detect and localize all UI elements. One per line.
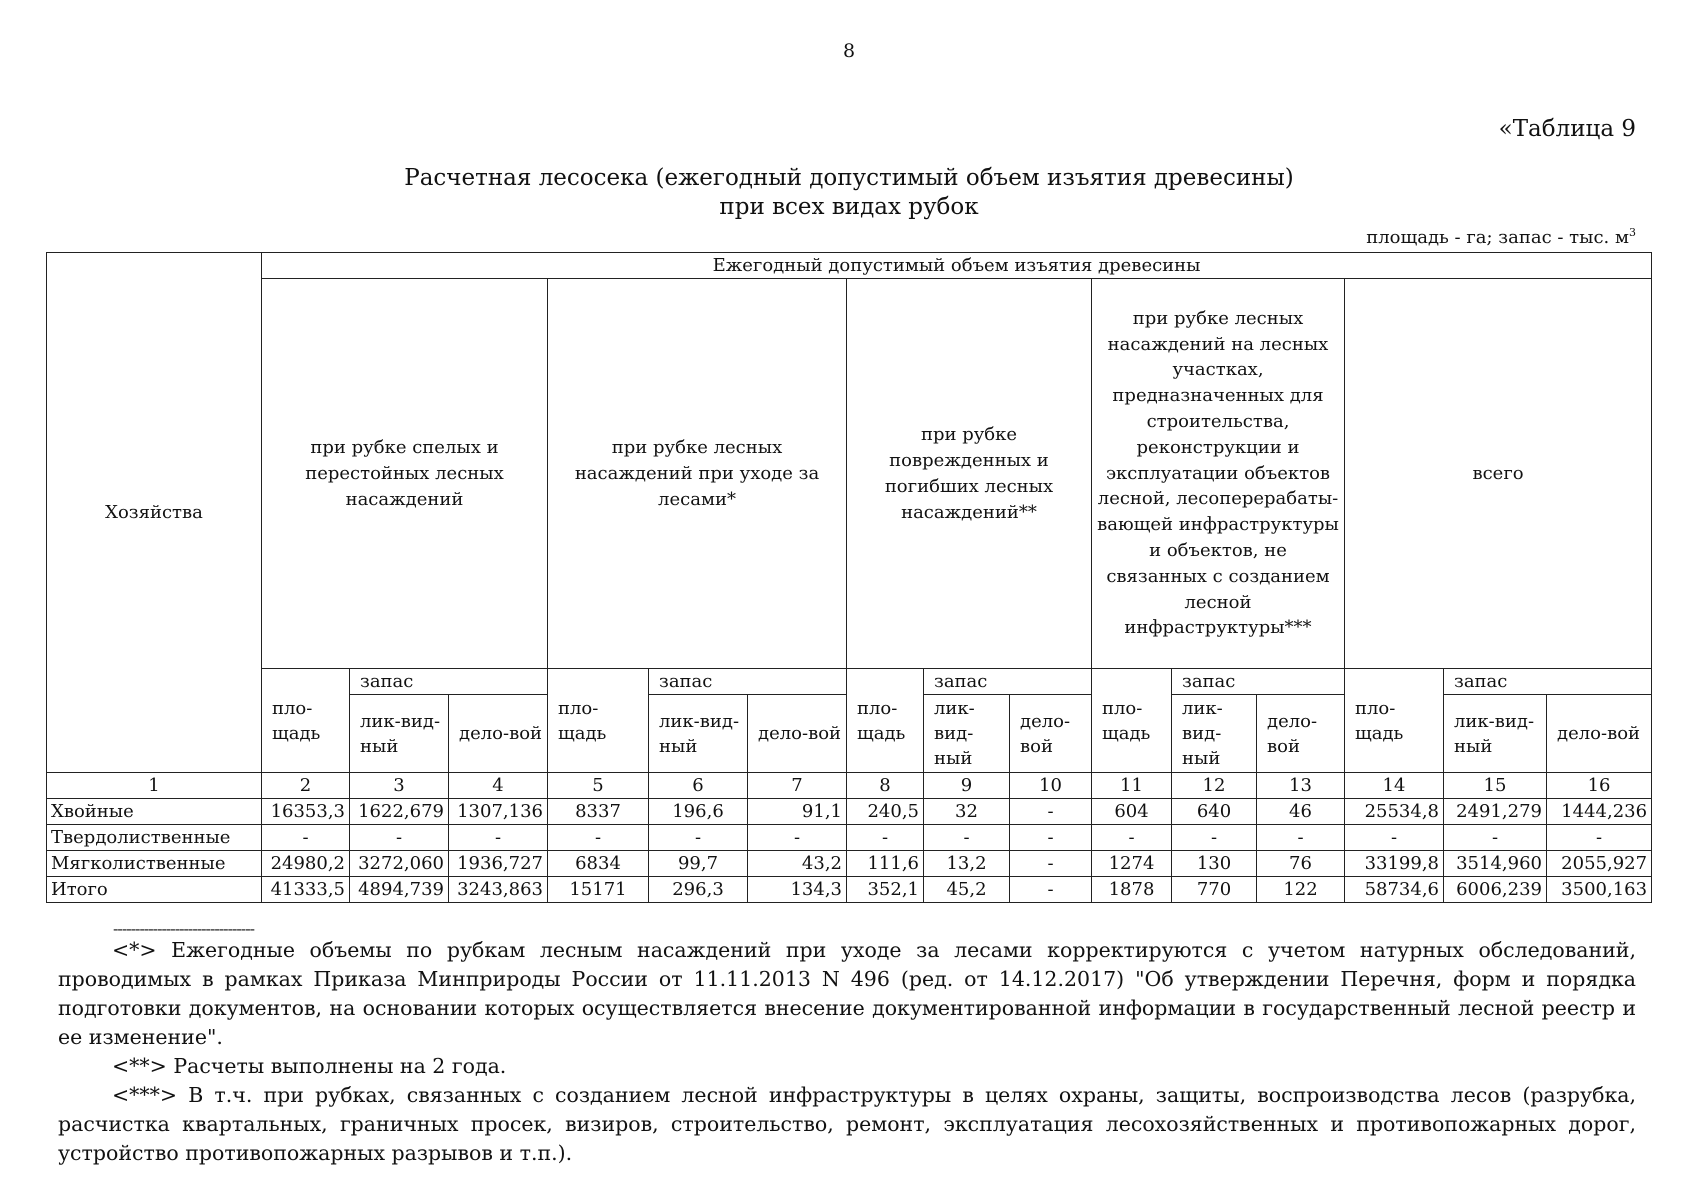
table-row xyxy=(47,825,1652,851)
header-group-total: всего xyxy=(1345,279,1652,669)
header-row-3 xyxy=(47,669,1652,695)
header-stock: запас xyxy=(350,669,548,695)
table-cell: - xyxy=(548,825,649,851)
column-number: 2 xyxy=(262,773,350,799)
footnote-divider: -------------------------------- xyxy=(113,919,254,938)
table-cell: 111,6 xyxy=(847,851,924,877)
table-cell: 1274 xyxy=(1092,851,1172,877)
table-cell: 41333,5 xyxy=(262,877,350,903)
column-number: 5 xyxy=(548,773,649,799)
table-cell: - xyxy=(1547,825,1652,851)
column-number: 8 xyxy=(847,773,924,799)
header-area: пло-щадь xyxy=(548,669,649,773)
table-cell: - xyxy=(748,825,847,851)
table-cell: 2055,927 xyxy=(1547,851,1652,877)
column-number: 3 xyxy=(350,773,449,799)
table-cell: 3272,060 xyxy=(350,851,449,877)
table-row xyxy=(47,877,1652,903)
header-row-2 xyxy=(47,279,1652,669)
units-note xyxy=(1366,226,1636,248)
row-name: Хвойные xyxy=(47,799,262,825)
table-cell: 99,7 xyxy=(649,851,748,877)
table-cell: 640 xyxy=(1172,799,1257,825)
header-group-care: при рубке лесных насаждений при уходе за лесами* xyxy=(548,279,847,669)
column-number: 7 xyxy=(748,773,847,799)
header-group-infrastructure: при рубке лесных насаждений на лесных участках, предназначенных для строительства, реконструкции и эксплуатации объектов лесной, лесоперерабаты-вающей инфраструктуры и объектов, не связанных с созданием лесной инфраструктуры*** xyxy=(1092,279,1345,669)
table-cell: - xyxy=(1092,825,1172,851)
table-cell: 770 xyxy=(1172,877,1257,903)
table-caption: «Таблица 9 xyxy=(1498,116,1636,142)
header-stock: запас xyxy=(1172,669,1345,695)
row-name: Твердолиственные xyxy=(47,825,262,851)
table-cell: 2491,279 xyxy=(1444,799,1547,825)
column-number-row xyxy=(47,773,1652,799)
table-cell: - xyxy=(1345,825,1444,851)
table-cell: 1878 xyxy=(1092,877,1172,903)
table-cell: 3514,960 xyxy=(1444,851,1547,877)
table-cell: 43,2 xyxy=(748,851,847,877)
table-cell: 25534,8 xyxy=(1345,799,1444,825)
table-cell: 58734,6 xyxy=(1345,877,1444,903)
table-cell: 4894,739 xyxy=(350,877,449,903)
column-number: 6 xyxy=(649,773,748,799)
column-number: 4 xyxy=(449,773,548,799)
table-cell: 8337 xyxy=(548,799,649,825)
table-cell: - xyxy=(847,825,924,851)
column-number: 15 xyxy=(1444,773,1547,799)
header-business: дело-вой xyxy=(1257,695,1345,773)
table-title xyxy=(0,164,1698,222)
table-cell: - xyxy=(1444,825,1547,851)
table-cell: - xyxy=(1257,825,1345,851)
header-stock: запас xyxy=(649,669,847,695)
table-cell: - xyxy=(1010,799,1092,825)
header-business: дело-вой xyxy=(748,695,847,773)
table-cell: 604 xyxy=(1092,799,1172,825)
column-number: 1 xyxy=(47,773,262,799)
table-cell: - xyxy=(649,825,748,851)
header-liquid: лик-вид-ный xyxy=(649,695,748,773)
table-cell: 15171 xyxy=(548,877,649,903)
table-cell: 6006,239 xyxy=(1444,877,1547,903)
column-number: 10 xyxy=(1010,773,1092,799)
table-cell: 3500,163 xyxy=(1547,877,1652,903)
table-cell: 32 xyxy=(924,799,1010,825)
allowable-cut-table xyxy=(46,252,1652,903)
table-cell: 13,2 xyxy=(924,851,1010,877)
table-cell: 6834 xyxy=(548,851,649,877)
page-number: 8 xyxy=(842,40,856,62)
column-number: 9 xyxy=(924,773,1010,799)
table-cell: 196,6 xyxy=(649,799,748,825)
footnote-1: <*> Ежегодные объемы по рубкам лесным насаждений при уходе за лесами корректируются с учетом натурных обследований, проводимых в рамках Приказа Минприроды России от 11.11.2013 N 496 (ред. от 14.12.2017) "Об утверждении Перечня, форм и порядка подготовки документов, на основании которых осуществляется внесение документированной информации в государственный лесной реестр и ее изменение". xyxy=(58,938,1636,1049)
header-farms: Хозяйства xyxy=(47,253,262,773)
table-cell: 33199,8 xyxy=(1345,851,1444,877)
header-stock: запас xyxy=(924,669,1092,695)
header-row-1 xyxy=(47,253,1652,279)
table-cell: 122 xyxy=(1257,877,1345,903)
column-number: 11 xyxy=(1092,773,1172,799)
header-area: пло-щадь xyxy=(1345,669,1444,773)
table-cell: 1444,236 xyxy=(1547,799,1652,825)
header-business: дело-вой xyxy=(1010,695,1092,773)
header-annual-volume: Ежегодный допустимый объем изъятия древесины xyxy=(262,253,1652,279)
header-group-mature: при рубке спелых и перестойных лесных насаждений xyxy=(262,279,548,669)
header-business: дело-вой xyxy=(1547,695,1652,773)
table-cell: 352,1 xyxy=(847,877,924,903)
table-cell: 130 xyxy=(1172,851,1257,877)
units-text: площадь - га; запас - тыс. м xyxy=(1366,227,1629,248)
table-cell: 76 xyxy=(1257,851,1345,877)
header-area: пло-щадь xyxy=(847,669,924,773)
column-number: 16 xyxy=(1547,773,1652,799)
table-cell: 134,3 xyxy=(748,877,847,903)
column-number: 13 xyxy=(1257,773,1345,799)
table-cell: 3243,863 xyxy=(449,877,548,903)
title-line-1: Расчетная лесосека (ежегодный допустимый объем изъятия древесины) xyxy=(404,165,1294,191)
table-cell: - xyxy=(449,825,548,851)
table-cell: 1307,136 xyxy=(449,799,548,825)
table-body xyxy=(47,799,1652,903)
table-cell: - xyxy=(1010,825,1092,851)
footnote-3: <***> В т.ч. при рубках, связанных с созданием лесной инфраструктуры в целях охраны, защиты, воспроизводства лесов (разрубка, расчистка квартальных, граничных просек, визиров, строительство, ремонт, эксплуатация лесохозяйственных и противопожарных дорог, устройство противопожарных разрывов и т.п.). xyxy=(58,1083,1636,1165)
row-name: Итого xyxy=(47,877,262,903)
table-cell: 296,3 xyxy=(649,877,748,903)
table-cell: 1936,727 xyxy=(449,851,548,877)
column-number: 12 xyxy=(1172,773,1257,799)
table-cell: 45,2 xyxy=(924,877,1010,903)
table-cell: - xyxy=(1172,825,1257,851)
table-cell: - xyxy=(924,825,1010,851)
footnote-2: <**> Расчеты выполнены на 2 года. xyxy=(112,1054,507,1078)
table-row xyxy=(47,799,1652,825)
table-row xyxy=(47,851,1652,877)
table-cell: 91,1 xyxy=(748,799,847,825)
title-line-2: при всех видах рубок xyxy=(719,194,979,220)
table-cell: - xyxy=(1010,851,1092,877)
table-cell: - xyxy=(1010,877,1092,903)
header-liquid: лик-вид-ный xyxy=(1444,695,1547,773)
header-liquid: лик-вид-ный xyxy=(924,695,1010,773)
header-liquid: лик-вид-ный xyxy=(350,695,449,773)
table-cell: 240,5 xyxy=(847,799,924,825)
header-liquid: лик-вид-ный xyxy=(1172,695,1257,773)
units-sup: 3 xyxy=(1629,226,1636,239)
header-area: пло-щадь xyxy=(262,669,350,773)
column-number: 14 xyxy=(1345,773,1444,799)
table-cell: 46 xyxy=(1257,799,1345,825)
header-area: пло-щадь xyxy=(1092,669,1172,773)
header-stock: запас xyxy=(1444,669,1652,695)
table-cell: - xyxy=(350,825,449,851)
table-cell: 1622,679 xyxy=(350,799,449,825)
header-group-damaged: при рубке поврежденных и погибших лесных насаждений** xyxy=(847,279,1092,669)
footnotes xyxy=(58,936,1636,1168)
row-name: Мягколиственные xyxy=(47,851,262,877)
table-cell: 24980,2 xyxy=(262,851,350,877)
table-cell: - xyxy=(262,825,350,851)
table-cell: 16353,3 xyxy=(262,799,350,825)
header-business: дело-вой xyxy=(449,695,548,773)
